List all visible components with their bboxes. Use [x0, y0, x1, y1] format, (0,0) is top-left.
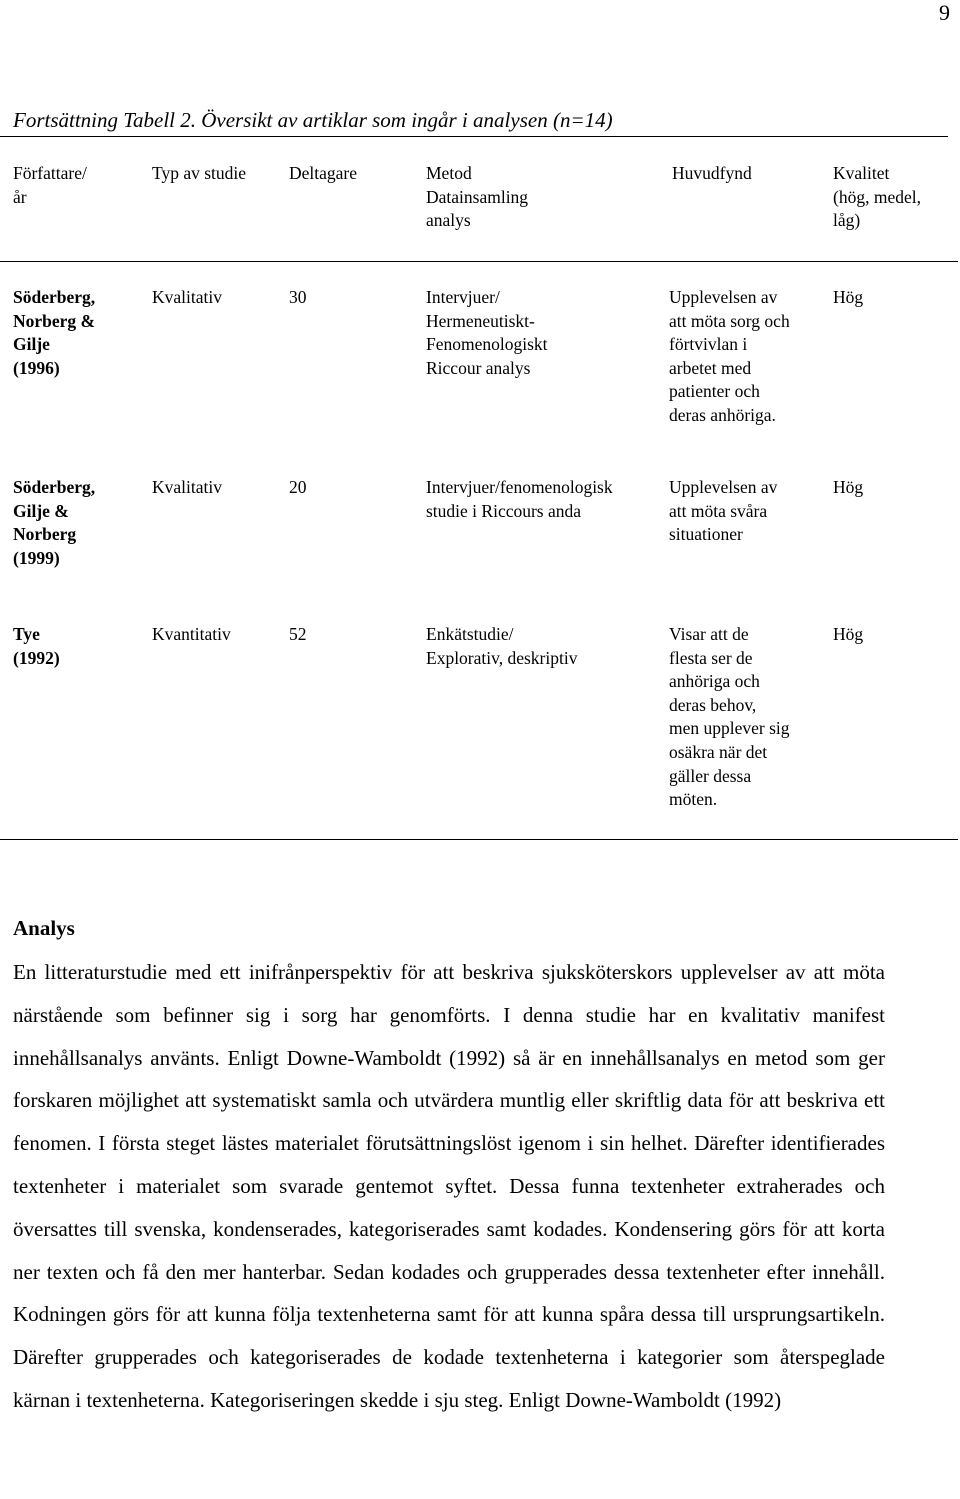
header-author: Författare/ år: [13, 163, 87, 207]
cell-type: Kvantitativ: [152, 624, 231, 644]
page-number: 9: [939, 0, 950, 25]
header-quality: Kvalitet (hög, medel, låg): [833, 163, 921, 231]
section-heading: Analys: [13, 916, 75, 940]
header-type: Typ av studie: [152, 163, 247, 183]
cell-participants: 30: [289, 287, 307, 307]
header-method: Metod Datainsamling analys: [426, 163, 529, 231]
cell-findings: Upplevelsen av att möta svåra situationer: [669, 477, 778, 545]
cell-quality: Hög: [833, 287, 864, 307]
table-top-rule: [0, 136, 948, 137]
cell-quality: Hög: [833, 477, 864, 497]
cell-quality: Hög: [833, 624, 864, 644]
cell-participants: 52: [289, 624, 307, 644]
cell-type: Kvalitativ: [152, 477, 222, 497]
cell-author: Söderberg, Gilje & Norberg (1999): [13, 477, 96, 568]
header-findings: Huvudfynd: [672, 163, 752, 183]
header-participants: Deltagare: [289, 163, 358, 183]
cell-method: Intervjuer/fenomenologisk studie i Riccours anda: [426, 477, 613, 521]
table-bottom-rule: [0, 839, 958, 840]
cell-method: Intervjuer/ Hermeneutiskt- Fenomenologiskt Riccour analys: [426, 287, 548, 378]
cell-author: Tye (1992): [13, 624, 60, 668]
cell-findings: Upplevelsen av att möta sorg och förtvivlan i arbetet med patienter och deras anhöriga.: [669, 287, 790, 425]
cell-type: Kvalitativ: [152, 287, 222, 307]
cell-method: Enkätstudie/ Explorativ, deskriptiv: [426, 624, 578, 668]
table-caption: Fortsättning Tabell 2. Översikt av artiklar som ingår i analysen (n=14): [13, 108, 613, 132]
body-paragraph: En litteraturstudie med ett inifrånperspektiv för att beskriva sjuksköterskors upplevelser av att möta närstående som befinner sig i sorg har genomförts. I denna studie har en kvalitativ manifest innehållsanalys använts. Enligt Downe-Wamboldt (1992) så är en innehållsanalys en metod som ger forskaren möjlighet att systematiskt samla och utvärdera muntlig eller skriftlig data för att beskriva ett fenomen. I första steget lästes materialet förutsättningslöst igenom i sin helhet. Därefter identifierades textenheter i materialet som svarade gentemot syftet. Dessa funna textenheter extraherades och översattes till svenska, kondenserades, kategoriserades samt kodades. Kondensering görs för att korta ner texten och få den mer hanterbar. Sedan kodades och grupperades dessa textenheter efter innehåll. Kodningen görs för att kunna följa textenheterna samt för att kunna spåra dessa till ursprungsartikeln. Därefter grupperades och kategoriserades de kodade textenheterna i kategorier som återspeglade kärnan i textenheterna. Kategoriseringen skedde i sju steg. Enligt Downe-Wamboldt (1992): [13, 960, 885, 1412]
table-header-rule: [0, 261, 958, 262]
cell-findings: Visar att de flesta ser de anhöriga och deras behov, men upplever sig osäkra när det gäller dessa möten.: [669, 624, 790, 810]
cell-participants: 20: [289, 477, 307, 497]
cell-author: Söderberg, Norberg & Gilje (1996): [13, 287, 96, 378]
